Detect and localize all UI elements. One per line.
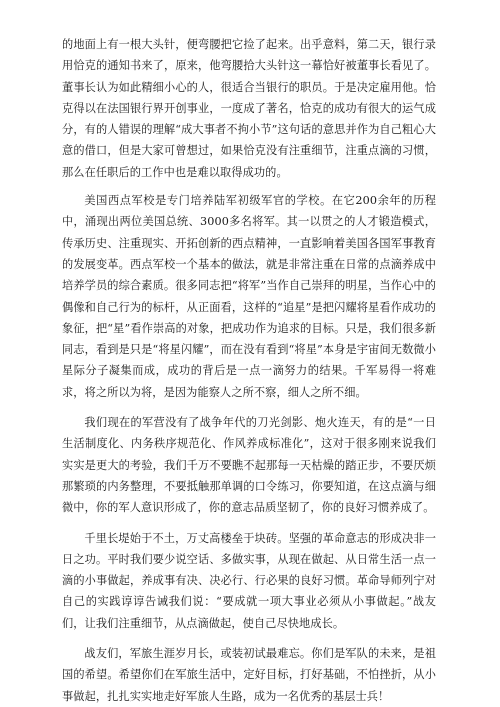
paragraph-spacer <box>62 519 436 528</box>
document-body <box>62 34 436 707</box>
paragraph-spacer <box>62 634 436 643</box>
paragraph-3: 我们现在的军营没有了战争年代的刀光剑影、炮火连天，有的是“一日生活制度化、内务秩序规范化、作风养成标准化”，这对于很多刚来说我们实实是更大的考验，我们千万不要瞧不起那每一天枯燥的踏正步，不要厌烦那繁琐的内务整理，不要抵触那单调的口令练习，你要知道，在这点滴与细微中，你的军人意识形成了，你的意志品质坚韧了，你的良好习惯养成了。 <box>62 416 436 515</box>
paragraph-spacer <box>62 403 436 412</box>
paragraph-1: 的地面上有一根大头针，便弯腰把它捡了起来。出乎意料，第二天，银行录用恰克的通知书来了，原来，他弯腰拾大头针这一幕恰好被董事长看见了。董事长认为如此精细小心的人，很适合当银行的职员。于是决定雇用他。恰克得以在法国银行界开创事业，一度成了著名，恰克的成功有很大的运气成分，有的人错误的理解“成大事者不拘小节”这句话的意思并作为自己粗心大意的借口，但是大家可曾想过，如果恰克没有注重细节，注重点滴的习惯，那么在任职后的工作中也是难以取得成功的。 <box>62 38 436 179</box>
paragraph-4: 千里长堤始于不土，万丈高楼垒于块砖。坚强的革命意志的形成决非一日之功。平时我们要少说空话、多做实事，从现在做起、从日常生活一点一滴的小事做起，养成事有决、决必行、行必果的良好习惯。革命导师列宁对自己的实践谆谆告诫我们说：“要成就一项大事业必须从小事做起。”战友们，让我们注重细节，从点滴做起，使自己尽快地成长。 <box>62 531 436 630</box>
paragraph-5: 战友们，军旅生涯岁月长，或装初试最难忘。你们是军队的未来，是祖国的希望。希望你们在军旅生活中，定好目标，打好基础，不怕挫折，从小事做起，扎扎实实地走好军旅人生路，成为一名优秀的基层士兵！ <box>62 647 436 703</box>
paragraph-spacer <box>62 183 436 190</box>
paragraph-2: 美国西点军校是专门培养陆军初级军官的学校。在它200余年的历程中，涌现出两位美国总统、3000多名将军。其一以贯之的人才锻造模式，传承历史、注重现实、开拓创新的西点精神，一直影响着美国各国军事教育的发展变革。西点军校一个基本的做法，就是非常注重在日常的点滴养成中培养学员的综合素质。很多同志把“将军”当作自己崇拜的明星，当作心中的偶像和自己行为的标杆，从正面看，这样的“追星”是把闪耀将星看作成功的象征，把“星”看作崇高的对象，把成功作为追求的目标。只是，我们很多新同志，看到是只是“将星闪耀”，而在没有看到“将星”本身是宇宙间无数微小星际分子凝集而成，成功的背后是一点一滴努力的结果。千军易得一将难求，将之所以为将，是因为能察人之所不察，细人之所不细。 <box>62 194 436 399</box>
